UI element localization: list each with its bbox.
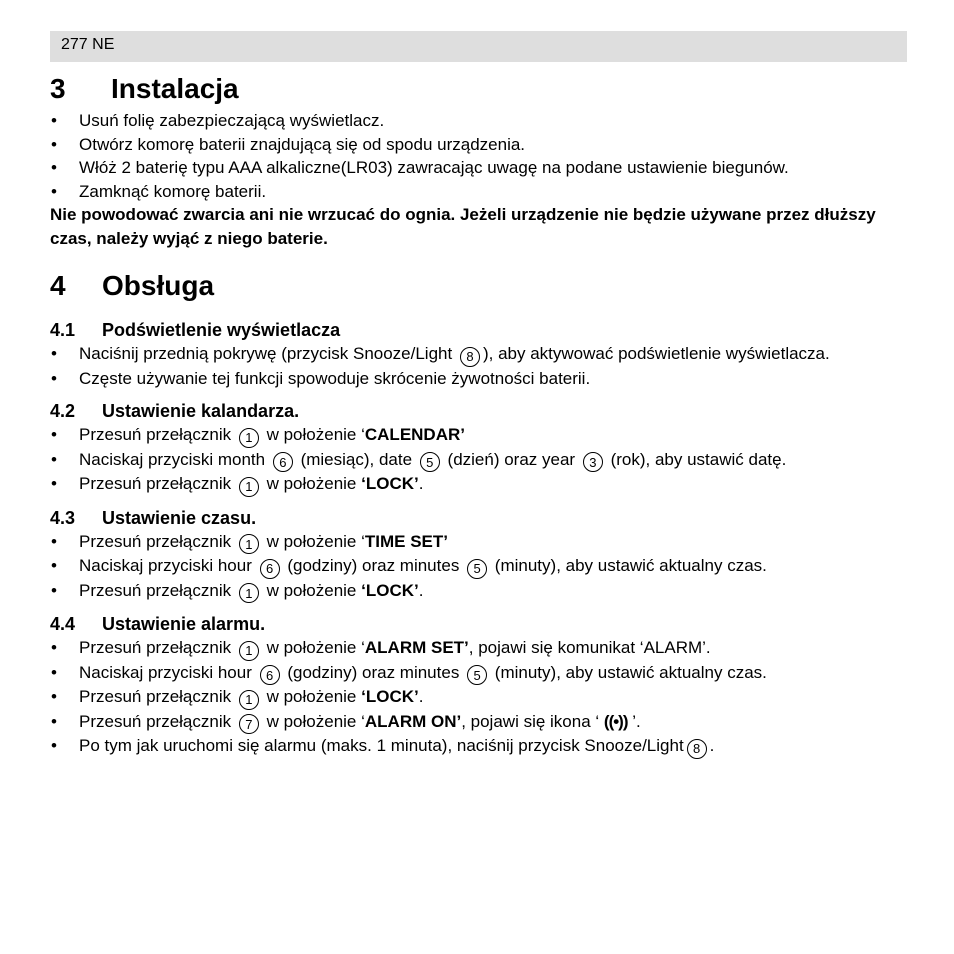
section-4-2-list	[50, 423, 910, 497]
item-text: ), aby aktywować podświetlenie wyświetlacza.	[482, 344, 830, 363]
item-text: w położenie ‘	[266, 425, 365, 444]
item-bold-text: ‘LOCK’	[361, 580, 419, 600]
item-text: w położenie	[266, 474, 357, 493]
list-item: • Włóż 2 baterię typu AAA alkaliczne(LR03) zawracając uwagę na podane ustawienie biegunów.	[50, 156, 910, 180]
item-text: .	[418, 580, 424, 600]
item-text: Przesuń przełącznik	[79, 711, 232, 731]
list-item: • Zamknąć komorę baterii.	[50, 180, 910, 204]
item-text: , pojawi się ikona ‘	[461, 711, 600, 731]
button-number-1-icon: 1	[239, 477, 259, 497]
list-item	[50, 530, 910, 555]
item-text: Przesuń przełącznik	[79, 580, 232, 600]
list-item	[50, 636, 910, 661]
item-text: w położenie	[266, 687, 357, 706]
item-text: Przesuń przełącznik	[79, 687, 232, 706]
item-text: Po tym jak uruchomi się alarmu (maks. 1 minuta), naciśnij przycisk Snooze/Light	[79, 736, 684, 755]
button-number-8-icon: 8	[687, 739, 707, 759]
item-text: (miesiąc), date	[300, 449, 413, 469]
item-text: (minuty), aby ustawić aktualny czas.	[494, 662, 767, 682]
item-text: (rok), aby ustawić datę.	[610, 449, 787, 469]
section-4-4-title: Ustawienie alarmu.	[102, 614, 266, 634]
item-text: w położenie	[266, 580, 357, 600]
document-body	[50, 68, 910, 759]
list-item	[50, 661, 910, 686]
item-text: (godziny) oraz minutes	[287, 556, 460, 575]
button-number-1-icon: 1	[239, 428, 259, 448]
list-item: • Usuń folię zabezpieczającą wyświetlacz.	[50, 109, 910, 133]
button-number-1-icon: 1	[239, 690, 259, 710]
section-4-4-number: 4.4	[50, 614, 76, 634]
list-item	[50, 685, 910, 710]
list-item: • Częste używanie tej funkcji spowoduje skrócenie żywotności baterii.	[50, 367, 910, 391]
list-item	[50, 472, 910, 497]
list-item	[50, 342, 910, 367]
section-4-4-list	[50, 636, 910, 759]
section-4-number: 4	[50, 270, 66, 301]
list-item	[50, 554, 910, 579]
button-number-5-icon: 5	[467, 665, 487, 685]
item-text: .	[709, 736, 715, 755]
item-text: Przesuń przełącznik	[79, 531, 232, 551]
item-bold-text: ‘LOCK’	[361, 474, 419, 493]
section-4-heading	[50, 266, 910, 306]
item-text: (minuty), aby ustawić aktualny czas.	[494, 556, 767, 575]
model-number: 277 NE	[61, 36, 115, 53]
battery-warning: Nie powodować zwarcia ani nie wrzucać do ognia. Jeżeli urządzenie nie będzie używane przez dłuższy czas, należy wyjąć z niego baterie.	[50, 205, 876, 248]
button-number-5-icon: 5	[420, 452, 440, 472]
item-text: Przesuń przełącznik	[79, 425, 232, 444]
section-4-1-number: 4.1	[50, 320, 76, 340]
section-3-title: Instalacja	[111, 73, 239, 104]
list-item	[50, 734, 910, 759]
section-4-3-heading	[50, 506, 910, 530]
alarm-icon: ((•))	[603, 711, 628, 731]
button-number-5-icon: 5	[467, 559, 487, 579]
item-text: w położenie ‘	[266, 531, 365, 551]
item-text: w położenie ‘	[266, 638, 365, 657]
button-number-1-icon: 1	[239, 641, 259, 661]
item-bold-text: TIME SET’	[364, 531, 448, 551]
item-text: Przesuń przełącznik	[79, 474, 232, 493]
item-bold-text: ‘LOCK’	[361, 687, 419, 706]
section-4-1-list	[50, 342, 910, 390]
list-item	[50, 448, 910, 473]
button-number-1-icon: 1	[239, 583, 259, 603]
item-text: (dzień) oraz year	[447, 449, 576, 469]
section-3-number: 3	[50, 73, 66, 104]
item-bold-text: ALARM ON’	[364, 711, 462, 731]
item-bold-text: CALENDAR’	[364, 425, 465, 444]
button-number-8-icon: 8	[460, 347, 480, 367]
section-4-3-list	[50, 530, 910, 604]
section-4-2-title: Ustawienie kalandarza.	[102, 401, 300, 421]
list-item	[50, 710, 910, 735]
section-4-2-heading	[50, 399, 910, 423]
section-3-heading	[50, 69, 910, 109]
item-text: .	[418, 474, 424, 493]
list-item	[50, 579, 910, 604]
item-text: ’.	[632, 711, 641, 731]
item-text: , pojawi się komunikat ‘ALARM’.	[468, 638, 711, 657]
section-4-2-number: 4.2	[50, 401, 76, 421]
section-4-1-heading	[50, 318, 910, 342]
list-item	[50, 423, 910, 448]
button-number-6-icon: 6	[260, 665, 280, 685]
section-4-4-heading	[50, 612, 910, 636]
item-text: Naciskaj przyciski hour	[79, 556, 252, 575]
item-text: Naciskaj przyciski month	[79, 449, 266, 469]
list-item: • Otwórz komorę baterii znajdującą się od spodu urządzenia.	[50, 133, 910, 157]
button-number-1-icon: 1	[239, 534, 259, 554]
section-4-3-number: 4.3	[50, 507, 76, 528]
button-number-7-icon: 7	[239, 714, 259, 734]
header-bar	[50, 31, 907, 62]
item-text: w położenie ‘	[266, 711, 365, 731]
item-bold-text: ALARM SET’	[364, 638, 469, 657]
section-4-1-title: Podświetlenie wyświetlacza	[102, 320, 341, 340]
section-4-3-title: Ustawienie czasu.	[102, 507, 257, 528]
item-text: (godziny) oraz minutes	[287, 662, 460, 682]
item-text: Przesuń przełącznik	[79, 638, 232, 657]
button-number-6-icon: 6	[260, 559, 280, 579]
item-text: Naciskaj przyciski hour	[79, 662, 252, 682]
section-4-title: Obsługa	[102, 270, 215, 301]
button-number-3-icon: 3	[583, 452, 603, 472]
section-3-list	[50, 109, 910, 203]
button-number-6-icon: 6	[273, 452, 293, 472]
item-text: Naciśnij przednią pokrywę (przycisk Snooze/Light	[79, 344, 453, 363]
item-text: .	[418, 687, 424, 706]
